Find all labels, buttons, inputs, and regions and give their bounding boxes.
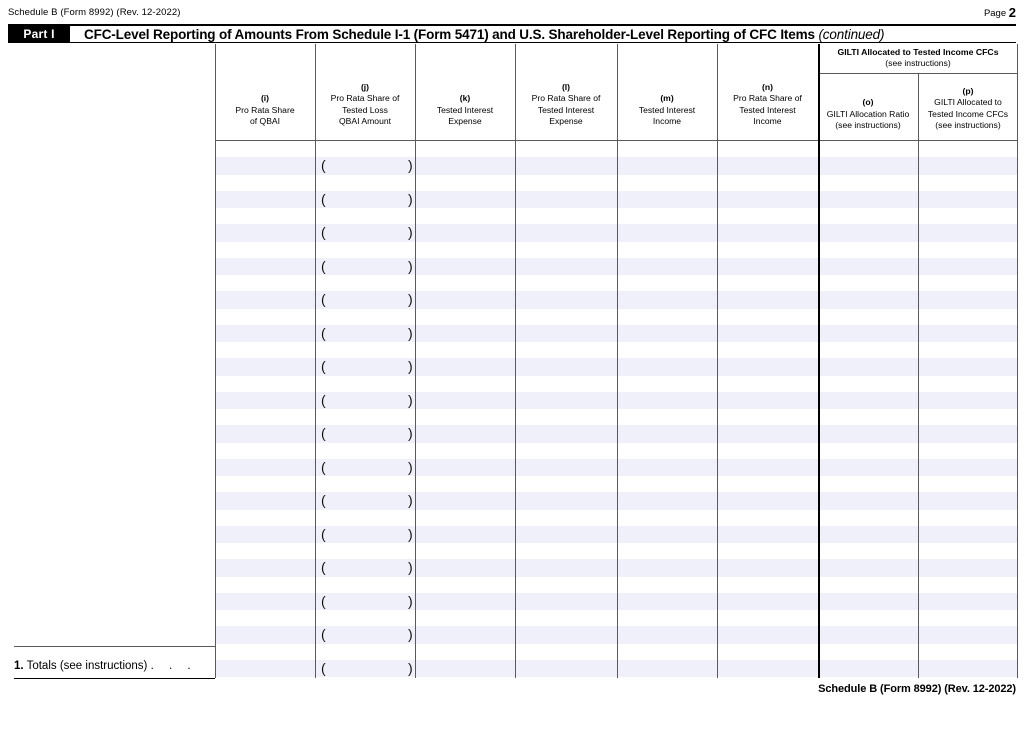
header-rule-5 (717, 44, 718, 141)
paren-close: ) (408, 559, 413, 575)
paren-open: ( (321, 190, 326, 207)
col-line1-n: Pro Rata Share of (733, 93, 802, 104)
col-line1-o: GILTI Allocation Ratio (826, 108, 910, 119)
paren-close: ) (408, 257, 413, 274)
gilti-group-note: (see instructions) (885, 58, 951, 68)
body-rule-2 (415, 141, 416, 678)
col-header-k (415, 44, 515, 141)
paren-close: ) (408, 425, 413, 441)
paren-open: ( (321, 257, 326, 274)
col-line1-j: Pro Rata Share of (330, 93, 400, 104)
col-line2-p: Tested Income CFCs (927, 108, 1009, 119)
paren-close: ) (408, 492, 413, 508)
part-banner (8, 24, 1016, 43)
paren-open: ( (321, 425, 326, 441)
header-rule-4 (617, 44, 618, 141)
col-header-p (918, 74, 1018, 141)
body-rule-gilti (818, 141, 820, 678)
col-letter-n: (n) (762, 82, 773, 93)
paren-open: ( (321, 291, 326, 307)
totals-label-text: Totals (see instructions) (26, 660, 148, 672)
col-header-i (215, 44, 315, 141)
col-letter-o: (o) (862, 97, 874, 108)
part-title-text: CFC-Level Reporting of Amounts From Schedule I-1 (Form 5471) and U.S. Shareholder-Level Reporting of CFC Items (84, 27, 815, 42)
header-rule-3 (515, 44, 516, 141)
page-number: 2 (1008, 5, 1016, 20)
col-line1-k: Tested Interest (436, 104, 494, 115)
page-label: Page (983, 8, 1007, 19)
header-rule-0 (215, 44, 216, 141)
header-rule-right (1017, 44, 1018, 141)
paren-close: ) (408, 324, 413, 341)
paren-close: ) (408, 291, 413, 307)
body-rule-3 (515, 141, 516, 678)
body-rule-0 (215, 141, 216, 678)
col-letter-j: (j) (360, 82, 370, 93)
col-line3-j: QBAI Amount (338, 115, 392, 126)
header-rule-2 (415, 44, 416, 141)
col-header-m (617, 44, 717, 141)
paren-open: ( (321, 525, 326, 542)
body-rule-1 (315, 141, 316, 678)
paren-close: ) (408, 157, 413, 173)
paren-close: ) (408, 592, 413, 609)
paren-close: ) (408, 458, 413, 475)
col-line2-n: Tested Interest (739, 104, 796, 115)
col-line1-m: Tested Interest (638, 104, 696, 115)
paren-open: ( (321, 559, 326, 575)
part-title (84, 26, 884, 43)
col-line3-p: (see instructions) (935, 119, 1001, 130)
part-title-continued: (continued) (818, 27, 885, 42)
col-letter-l: (l) (561, 82, 571, 93)
col-line1-p: GILTI Allocated to (934, 97, 1002, 108)
totals-separator-line (14, 646, 215, 647)
col-letter-i: (i) (260, 93, 270, 104)
form-identifier: Schedule B (Form 8992) (Rev. 12-2022) (8, 7, 181, 18)
header-rule-7 (918, 74, 919, 141)
totals-line-number: 1. (14, 660, 24, 672)
col-letter-m: (m) (660, 93, 674, 104)
totals-label (14, 659, 197, 673)
body-rule-7 (918, 141, 919, 678)
page-topbar (0, 6, 1024, 21)
paren-open: ( (321, 592, 326, 609)
paren-close: ) (408, 190, 413, 207)
gilti-group-header (818, 44, 1018, 74)
col-line2-m: Income (652, 115, 682, 126)
form-footer: Schedule B (Form 8992) (Rev. 12-2022) (818, 683, 1016, 695)
body-rule-right (1017, 141, 1018, 678)
col-header-n (717, 44, 818, 141)
cfc-reporting-table (215, 44, 1018, 679)
paren-open: ( (321, 224, 326, 240)
body-rule-4 (617, 141, 618, 678)
paren-close: ) (408, 525, 413, 542)
col-line2-o: (see instructions) (835, 119, 901, 130)
header-rule-1 (315, 44, 316, 141)
totals-leader-dots: . . . (150, 660, 197, 672)
col-line1-l: Pro Rata Share of (531, 93, 601, 104)
paren-open: ( (321, 157, 326, 173)
col-header-j (315, 44, 415, 141)
gilti-group-title: GILTI Allocated to Tested Income CFCs (837, 47, 999, 57)
header-rule-gilti (818, 44, 820, 141)
col-line2-j: Tested Loss (342, 104, 388, 115)
col-header-o (818, 74, 918, 141)
part-tag: Part I (8, 26, 70, 43)
table-body (215, 141, 1018, 679)
col-line3-n: Income (753, 115, 782, 126)
paren-open: ( (321, 659, 326, 676)
paren-open: ( (321, 492, 326, 508)
page-indicator (984, 6, 1016, 20)
paren-close: ) (408, 626, 413, 642)
totals-bottom-line (14, 678, 215, 679)
paren-close: ) (408, 391, 413, 408)
table-header (215, 44, 1018, 141)
paren-open: ( (321, 324, 326, 341)
paren-open: ( (321, 626, 326, 642)
paren-open: ( (321, 358, 326, 374)
paren-open: ( (321, 391, 326, 408)
col-letter-k: (k) (459, 93, 471, 104)
paren-close: ) (408, 358, 413, 374)
col-line2-i: of QBAI (249, 115, 281, 126)
paren-close: ) (408, 659, 413, 676)
col-letter-p: (p) (962, 86, 974, 97)
body-rule-5 (717, 141, 718, 678)
col-line2-k: Expense (448, 115, 482, 126)
col-header-l (515, 44, 617, 141)
col-line1-i: Pro Rata Share (235, 104, 295, 115)
paren-open: ( (321, 458, 326, 475)
col-line3-l: Expense (549, 115, 583, 126)
col-line2-l: Tested Interest (537, 104, 595, 115)
paren-close: ) (408, 224, 413, 240)
